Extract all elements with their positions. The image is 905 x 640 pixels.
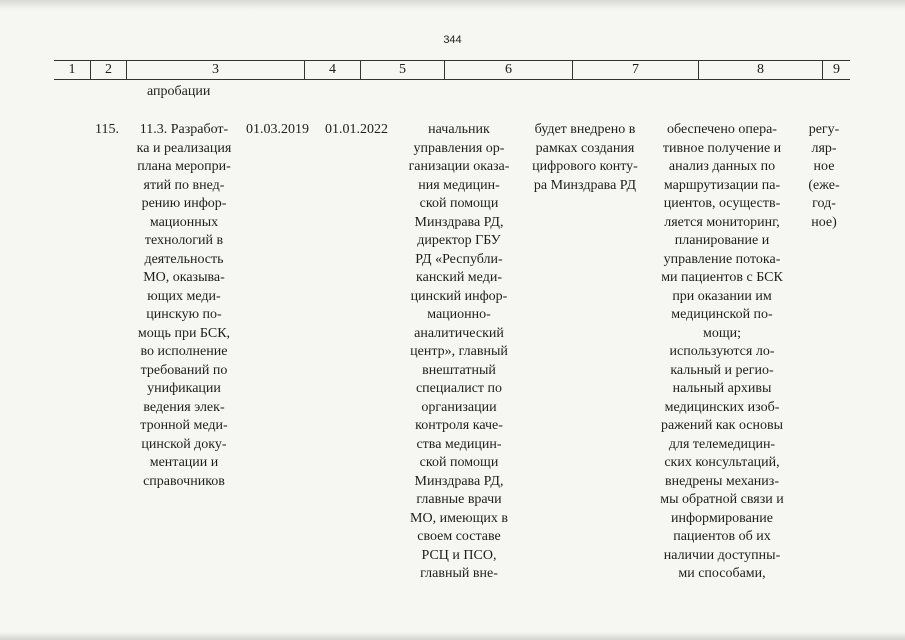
expected-result: будет внедрено в рамках создания цифрового конту- ра Минздрава РД xyxy=(532,122,638,193)
table-header-row xyxy=(54,60,850,80)
row-number: 115. xyxy=(95,122,119,137)
scan-top-edge xyxy=(0,0,905,10)
end-date: 01.01.2022 xyxy=(325,122,388,137)
carryover-text: апробации xyxy=(147,84,211,99)
column-header-4: 4 xyxy=(304,61,360,79)
column-header-1: 1 xyxy=(68,62,76,77)
indicator-description: обеспечено опера- тивное получение и анализ данных по маршрутизации па- циентов, осуществ- ляется мониторинг, планирование и управление потока- ми пациентов с БСК при оказании им медицинской по- мощи; используются ло- кальный и регио- нальный архивы медицинских изоб- ражений как основы для телемедицин- ских консультаций, внедрены механиз- мы обратной связи и информирование пациентов об их наличии доступны- ми способами, xyxy=(660,122,784,581)
column-header-8: 8 xyxy=(698,61,822,79)
page-number: 344 xyxy=(443,34,462,46)
column-header-7: 7 xyxy=(572,61,698,79)
periodicity: регу- ляр- ное (еже- год- ное) xyxy=(808,122,840,230)
measure-description: 11.3. Разработ- ка и реализация плана меропри- ятий по внед- рению инфор- мационных технологий в деятельность МО, оказыва- ющих меди- цинскую по- мощь при БСК, во исполнение требований по унификации ведения элек- тронной меди- цинской доку- ментации и справочников xyxy=(136,122,232,489)
start-date: 01.03.2019 xyxy=(246,122,309,137)
column-header-5: 5 xyxy=(360,61,444,79)
column-header-2: 2 xyxy=(90,61,126,79)
column-header-6: 6 xyxy=(444,61,572,79)
column-header-9: 9 xyxy=(822,61,850,79)
scan-bottom-edge xyxy=(0,632,905,640)
responsible-persons: начальник управления ор- ганизации оказа- ния медицин- ской помощи Минздрава РД, директор ГБУ РД «Республи- канский меди- цинский инфор- мационно- аналитический центр», главный внештатный специалист по организации контроля каче- ства медицин- ской помощи Минздрава РД, главные врачи МО, имеющих в своем составе РСЦ и ПСО, главный вне- xyxy=(408,122,510,581)
column-header-3: 3 xyxy=(126,61,304,79)
